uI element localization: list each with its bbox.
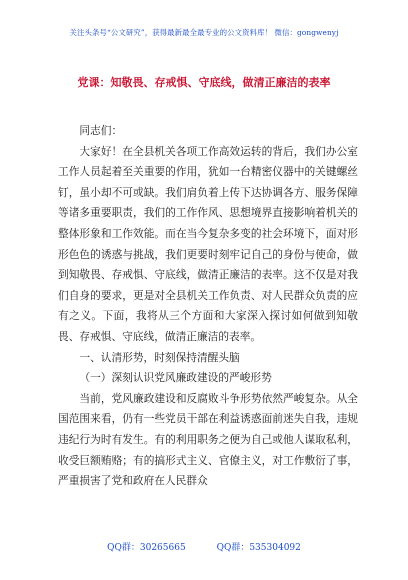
header-promo-note: 关注头条号“公文研究”，获得最新最全最专业的公文资料库！ 微信：gongwenyj [69,28,339,37]
footer-qq-group-1: QQ群：30265665 [107,543,186,553]
document-body [58,121,358,492]
body-paragraph: 当前，党风廉政建设和反腐败斗争形势依然严峻复杂。从全国范围来看，仍有一些党员干部在利益诱惑面前迷失自我，违规违纪行为时有发生。有的利用职务之便为自己或他人谋取私利，收受巨额贿赂；有的搞形式主义、官僚主义，对工作敷衍了事，严重损害了党和政府在人民群众 [58,391,358,488]
footer-qq-group-2: QQ群：535304092 [216,543,301,553]
salutation: 同志们： [79,124,123,137]
body-paragraph: 大家好！在全县机关各项工作高效运转的背后，我们办公室工作人员起着至关重要的作用，犹如一台精密仪器中的关键螺丝钉，虽小却不可或缺。我们肩负着上传下达协调各方、服务保障等诸多重要职责，我们的工作作风、思想境界直接影响着机关的整体形象和工作效能。而在当今复杂多变的社会环境下，面对形形色色的诱惑与挑战，我们更要时刻牢记自己的身份与使命，做到知敬畏、存戒惧、守底线，做清正廉洁的表率。这不仅是对我们自身的要求，更是对全县机关工作负责、对人民群众负责的应有之义。下面，我将从三个方面和大家深入探讨如何做到知敬畏、存戒惧、守底线，做清正廉洁的表率。 [58,144,358,343]
section-heading: 一、认清形势，时刻保持清醒头脑 [79,350,240,364]
document-title: 党课：知敬畏、存戒惧、守底线，做清正廉洁的表率 [77,76,331,89]
footer-contact [0,540,408,553]
subsection-heading: （一）深刻认识党风廉政建设的严峻形势 [79,371,272,385]
